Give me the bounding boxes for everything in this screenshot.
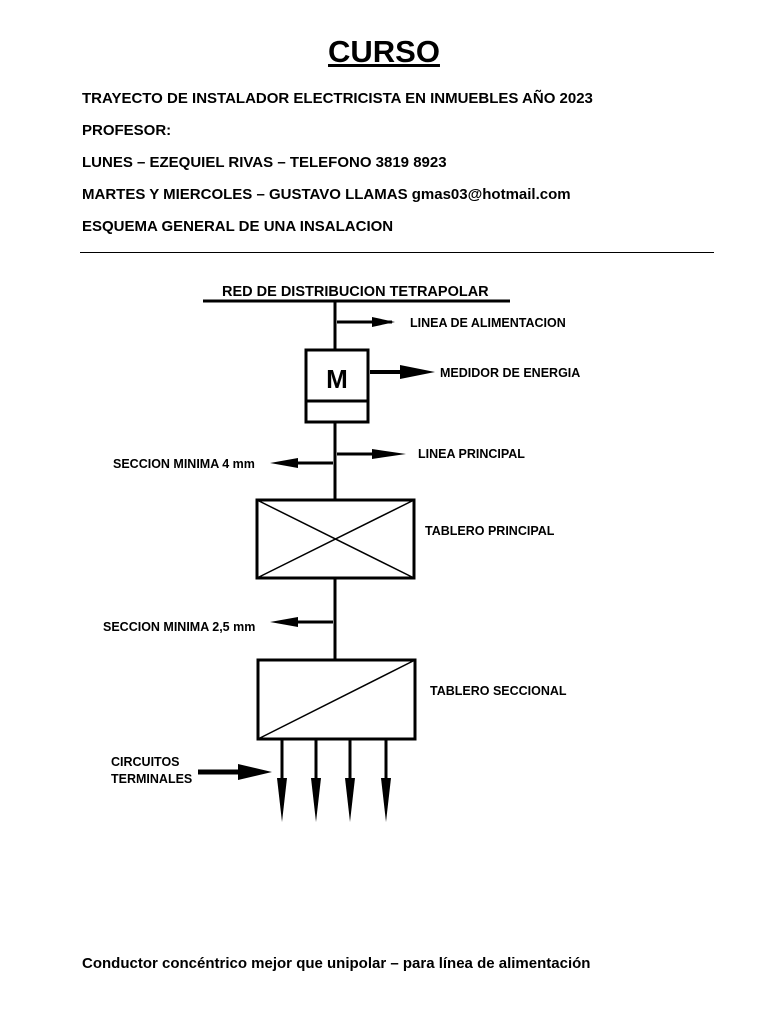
- section-min-25-label: SECCION MINIMA 2,5 mm: [103, 620, 256, 634]
- energy-meter: [306, 350, 580, 422]
- main-board: [257, 500, 555, 578]
- meter-label: MEDIDOR DE ENERGIA: [440, 366, 581, 380]
- course-title: TRAYECTO DE INSTALADOR ELECTRICISTA EN INMUEBLES AÑO 2023: [82, 90, 593, 107]
- diagram-heading: ESQUEMA GENERAL DE UNA INSALACION: [82, 218, 394, 235]
- meter-arrow-head: [400, 365, 435, 379]
- sectional-board-label: TABLERO SECCIONAL: [430, 684, 567, 698]
- terminal-circuits-label-line-1: CIRCUITOS: [111, 755, 180, 769]
- section-min-4-label: SECCION MINIMA 4 mm: [113, 457, 255, 471]
- professor-heading: PROFESOR:: [82, 122, 172, 139]
- circuit-4-arrow-head: [381, 778, 391, 822]
- feed-line-label: LINEA DE ALIMENTACION: [410, 316, 566, 330]
- section-min-25-indicator: [103, 617, 333, 634]
- monday-professor: LUNES – EZEQUIEL RIVAS – TELEFONO 3819 8923: [82, 154, 447, 171]
- circuit-1-arrow-head: [277, 778, 287, 822]
- feed-line-indicator: [337, 316, 566, 330]
- main-line-indicator: [337, 447, 525, 461]
- terminal-circuits: [111, 740, 391, 822]
- section-4-arrow-head: [270, 458, 298, 468]
- page-title: CURSO: [328, 34, 440, 69]
- feed-line-arrow-head: [372, 317, 395, 327]
- terminal-circuits-label-line-2: TERMINALES: [111, 772, 193, 786]
- main-board-label: TABLERO PRINCIPAL: [425, 524, 555, 538]
- main-line-label: LINEA PRINCIPAL: [418, 447, 525, 461]
- main-line-arrow-head: [372, 449, 406, 459]
- distribution-network: [203, 284, 510, 301]
- footer-note: Conductor concéntrico mejor que unipolar – para línea de alimentación: [82, 955, 591, 972]
- circuit-3-arrow-head: [345, 778, 355, 822]
- meter-symbol: M: [326, 364, 348, 394]
- terminal-circuits-arrow-head: [238, 764, 272, 780]
- circuit-2-arrow-head: [311, 778, 321, 822]
- section-min-4-indicator: [113, 457, 333, 471]
- tue-wed-professor: MARTES Y MIERCOLES – GUSTAVO LLAMAS gmas03@hotmail.com: [82, 186, 571, 203]
- sectional-board: [258, 660, 567, 739]
- section-25-arrow-head: [270, 617, 298, 627]
- network-label: RED DE DISTRIBUCION TETRAPOLAR: [222, 284, 489, 300]
